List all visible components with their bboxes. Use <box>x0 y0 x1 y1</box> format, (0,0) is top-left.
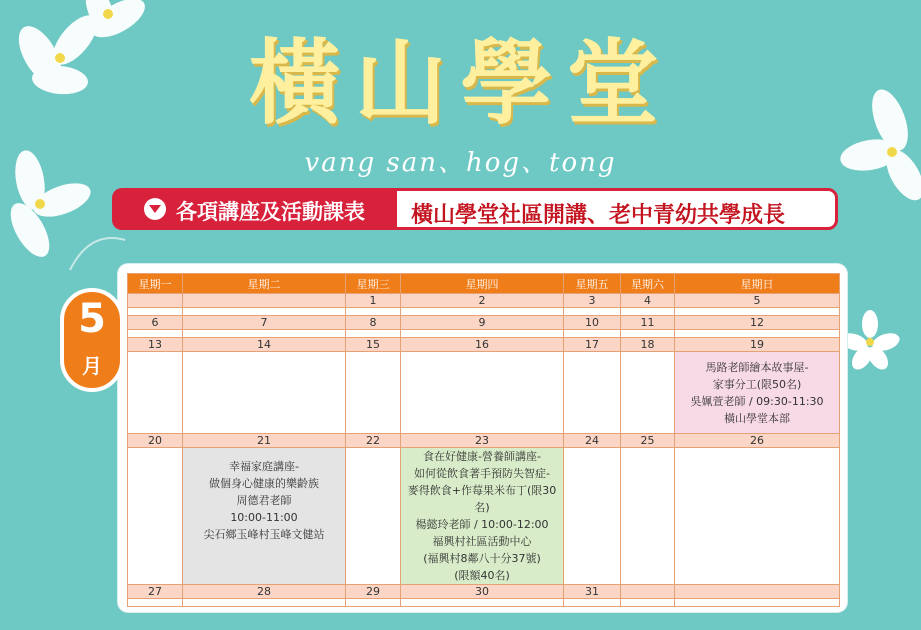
event-line: 如何從飲食著手預防失智症- <box>414 467 550 480</box>
date-cell: 4 <box>621 294 675 308</box>
month-number: 5 <box>78 296 106 342</box>
date-cell: 18 <box>621 338 675 352</box>
date-cell: 28 <box>183 585 346 599</box>
event-line: 麥得飲食+作莓果米布丁(限30名) <box>407 484 557 514</box>
date-cell: 22 <box>346 434 401 448</box>
weekday-header: 星期日 <box>675 274 840 294</box>
weekday-header: 星期四 <box>401 274 564 294</box>
date-cell: 14 <box>183 338 346 352</box>
date-row <box>128 294 840 308</box>
event-line: 幸福家庭講座- <box>229 460 299 473</box>
date-cell: 29 <box>346 585 401 599</box>
date-cell: 17 <box>564 338 621 352</box>
banner-right-panel <box>394 188 838 230</box>
date-cell: 15 <box>346 338 401 352</box>
weekday-header: 星期三 <box>346 274 401 294</box>
date-row <box>128 434 840 448</box>
date-cell <box>675 585 840 599</box>
date-row <box>128 338 840 352</box>
date-cell: 24 <box>564 434 621 448</box>
title-romanization: vang san、hog、tong <box>304 148 617 178</box>
event-line: (限額40名) <box>454 569 510 582</box>
event-row <box>128 448 840 585</box>
event-cell-may23 <box>401 448 564 585</box>
event-line: (福興村8鄰八十分37號) <box>423 552 541 565</box>
banner-left-label: 各項講座及活動課表 <box>176 200 365 224</box>
event-row <box>128 308 840 316</box>
weekday-header: 星期五 <box>564 274 621 294</box>
weekday-header: 星期二 <box>183 274 346 294</box>
event-line: 家事分工(限50名) <box>712 377 802 391</box>
event-line: 10:00-11:00 <box>230 511 298 524</box>
date-cell: 20 <box>128 434 183 448</box>
banner-right-label: 橫山學堂社區開講、老中青幼共學成長 <box>411 203 786 228</box>
date-cell: 2 <box>401 294 564 308</box>
date-cell: 11 <box>621 316 675 330</box>
event-row <box>128 599 840 607</box>
event-row <box>128 330 840 338</box>
date-cell <box>183 294 346 308</box>
calendar-table <box>127 273 840 607</box>
date-cell: 12 <box>675 316 840 330</box>
event-row <box>128 352 840 434</box>
date-cell: 21 <box>183 434 346 448</box>
page-title: 橫山學堂 <box>248 29 673 137</box>
date-cell: 6 <box>128 316 183 330</box>
date-cell: 7 <box>183 316 346 330</box>
event-line: 吳姵萱老師 / 09:30-11:30 <box>690 394 824 408</box>
date-cell: 27 <box>128 585 183 599</box>
chevron-down-icon <box>144 198 166 220</box>
banner-left-panel <box>112 188 394 230</box>
event-cell-may21 <box>183 448 346 585</box>
date-cell: 26 <box>675 434 840 448</box>
weekday-header: 星期六 <box>621 274 675 294</box>
month-badge <box>60 288 124 392</box>
event-cell-may19 <box>675 352 840 434</box>
event-line: 馬路老師繪本故事屋- <box>705 360 809 374</box>
date-cell <box>621 585 675 599</box>
event-line: 尖石鄉玉峰村玉峰文健站 <box>203 528 325 541</box>
event-line: 食在好健康-營養師講座- <box>423 450 541 463</box>
date-cell: 8 <box>346 316 401 330</box>
date-row <box>128 585 840 599</box>
date-cell: 16 <box>401 338 564 352</box>
date-cell <box>128 294 183 308</box>
event-line: 做個身心健康的樂齡族 <box>209 477 319 490</box>
date-cell: 13 <box>128 338 183 352</box>
event-line: 楊懿玲老師 / 10:00-12:00 <box>415 518 549 531</box>
date-cell: 1 <box>346 294 401 308</box>
date-cell: 10 <box>564 316 621 330</box>
date-cell: 3 <box>564 294 621 308</box>
event-line: 周德君老師 <box>236 494 292 507</box>
event-line: 橫山學堂本部 <box>724 411 790 425</box>
date-cell: 31 <box>564 585 621 599</box>
flower-decoration-icon <box>840 310 900 370</box>
date-cell: 30 <box>401 585 564 599</box>
month-unit: 月 <box>82 354 102 378</box>
date-cell: 23 <box>401 434 564 448</box>
section-banner <box>112 188 838 230</box>
date-cell: 9 <box>401 316 564 330</box>
weekday-header-row <box>128 274 840 294</box>
event-line: 福興村社區活動中心 <box>432 535 532 548</box>
date-row <box>128 316 840 330</box>
date-cell: 5 <box>675 294 840 308</box>
date-cell: 19 <box>675 338 840 352</box>
date-cell: 25 <box>621 434 675 448</box>
weekday-header: 星期一 <box>128 274 183 294</box>
